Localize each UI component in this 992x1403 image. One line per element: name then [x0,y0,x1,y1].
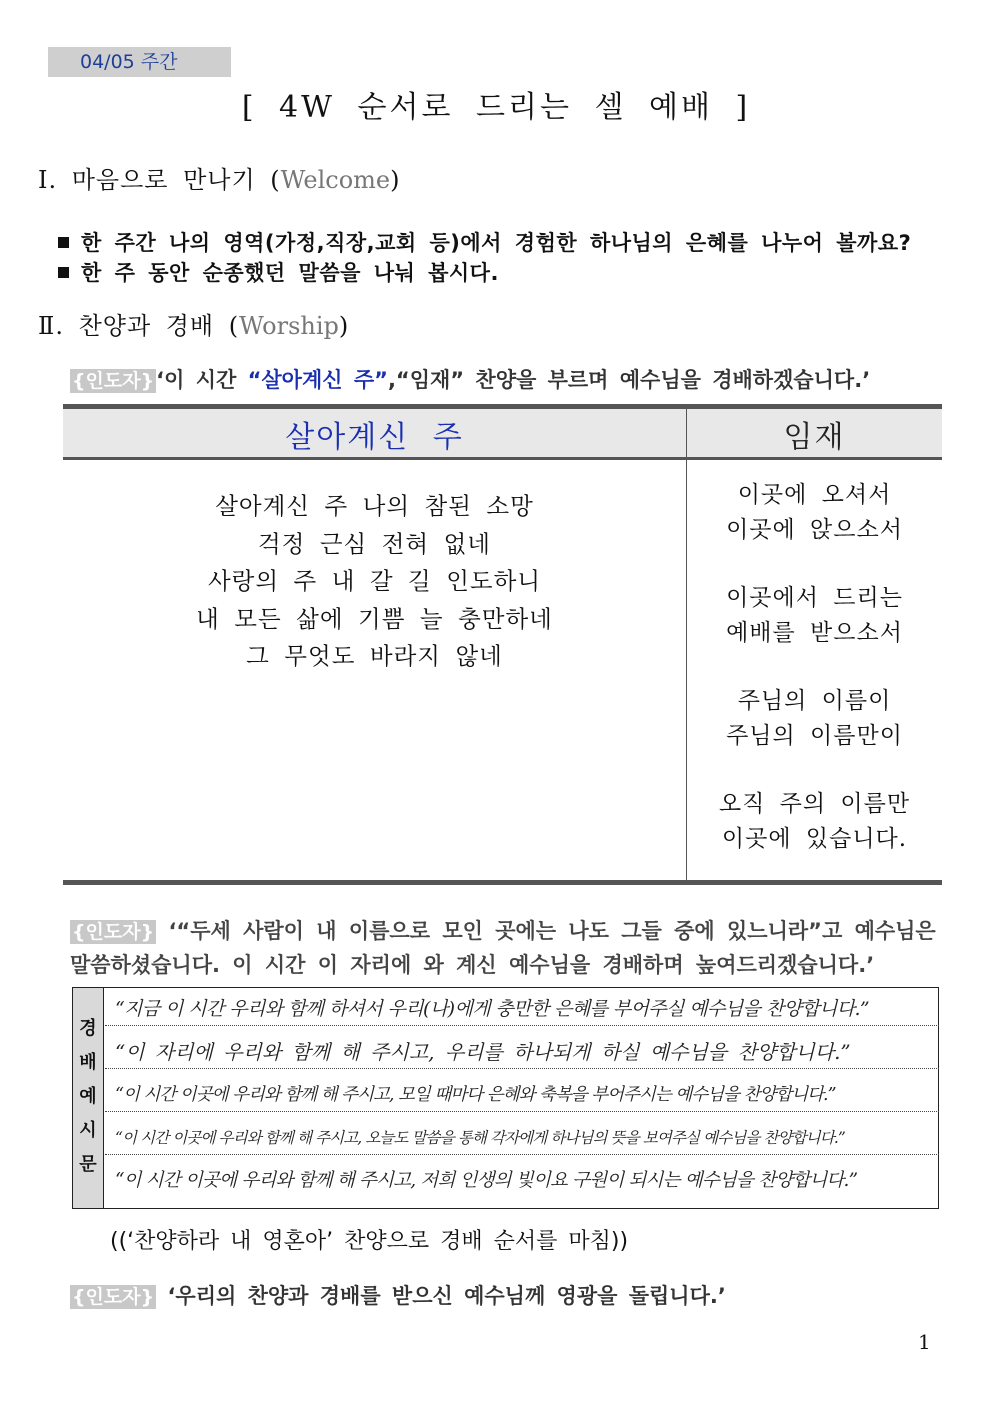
label-char: 문 [79,1154,97,1175]
section1-heading [38,160,400,195]
worship-example-row: “이 시간 이곳에 우리와 함께 해 주시고, 저희 인생의 빛이요 구원이 되시는 예수님을 찬양합니다.” [115,1170,858,1191]
song-title-right: 임재 [783,420,846,455]
worship-paragraph [70,914,950,982]
lyric-line: 이곳에서 드리는 [726,585,903,611]
worship-examples-label [73,988,104,1208]
section2-heading-ko: Ⅱ. 찬양과 경배 ( [38,312,240,340]
leader-tag: {인도자} [72,1286,155,1308]
lyric-line: 사랑의 주 내 갈 길 인도하니 [207,567,542,595]
page-number: 1 [918,1330,931,1354]
song-title-left: 살아계신 주 [285,420,464,455]
lyric-line: 살아계신 주 나의 참된 소망 [215,492,534,520]
bullet-text: 한 주간 나의 영역(가정,직장,교회 등)에서 경험한 하나님의 은혜를 나누어 볼까요? [81,231,912,255]
bullet-text: 한 주 동안 순종했던 말씀을 나눠 봅시다. [81,261,499,285]
section1-heading-close: ) [390,166,401,194]
intro-pre: ‘이 시간 [156,368,248,392]
lyric-line: 내 모든 삶에 기쁨 늘 충만하네 [196,604,553,633]
worship-example-row: “이 시간 이곳에 우리와 함께 해 주시고, 모일 때마다 은혜와 축복을 부어주시는 예수님을 찬양합니다.” [105,1078,939,1112]
worship-example-row: “이 자리에 우리와 함께 해 주시고, 우리를 하나되게 하실 예수님을 찬양합니다.” [105,1035,939,1069]
page-title: [ 4W 순서로 드리는 셀 예배 ] [241,90,751,125]
lyric-line: 주님의 이름만이 [726,722,903,749]
lyric-line: 이곳에 앉으소서 [726,516,903,543]
worship-example-row: “지금 이 시간 우리와 함께 하셔서 우리(나)에게 충만한 은혜를 부어주실 예수님을 찬양합니다.” [105,992,939,1026]
leader-tag: {인도자} [72,370,155,392]
worship-examples-table [72,987,939,1209]
square-bullet-icon [58,267,69,278]
closing-note: ((‘찬양하라 내 영혼아’ 찬양으로 경배 순서를 마침)) [110,1229,629,1254]
lyrics-right [687,478,942,856]
worship-example-row: “이 시간 이곳에 우리와 함께 해 주시고, 오늘도 말씀을 통해 각자에게 하나님의 뜻을 보여주실 예수님을 찬양합니다.” [105,1121,939,1155]
lyric-line: 이곳에 있습니다. [721,825,908,852]
lyric-line: 걱정 근심 전혀 없네 [257,529,492,558]
section2-heading-en: Worship [239,312,339,340]
table-bottom-rule [63,880,942,885]
final-text: ‘우리의 찬양과 경배를 받으신 예수님께 영광을 돌립니다.’ [167,1284,726,1308]
label-char: 예 [79,1086,97,1107]
table-header-rule [63,457,942,460]
intro-song-title: “살아계신 주” [247,368,388,392]
paragraph-line2: 말씀하셨습니다. 이 시간 이 자리에 와 계신 예수님을 경배하며 높여드리겠습니다.’ [70,953,875,977]
label-char: 경 [79,1018,97,1039]
lyric-line: 주님의 이름이 [737,688,892,714]
lyric-line: 예배를 받으소서 [726,619,903,646]
bullet-item [58,257,499,287]
square-bullet-icon [58,237,69,248]
section2-heading-close: ) [338,312,350,340]
worship-intro [70,364,870,394]
paragraph-line1: ‘“두세 사람이 내 이름으로 모인 곳에는 나도 그들 중에 있느니라”고 예수님은 [168,919,936,943]
leader-tag: {인도자} [72,921,155,943]
week-date-tag: 04/05 주간 [48,47,231,77]
lyric-line: 그 무엇도 바라지 않네 [246,642,503,670]
section1-heading-en: Welcome [280,166,391,194]
intro-rest: ,“임재” 찬양을 부르며 예수님을 경배하겠습니다.’ [387,368,871,392]
bullet-item [58,227,911,257]
section1-heading-ko: Ⅰ. 마음으로 만나기 ( [38,166,281,194]
lyrics-left [63,488,686,676]
lyric-line: 이곳에 오셔서 [737,482,892,508]
label-char: 시 [79,1120,97,1141]
lyric-line: 오직 주의 이름만 [718,791,911,817]
label-char: 배 [79,1052,97,1073]
final-leader-line [70,1280,726,1310]
song-table [63,404,942,884]
section2-heading [38,306,349,341]
